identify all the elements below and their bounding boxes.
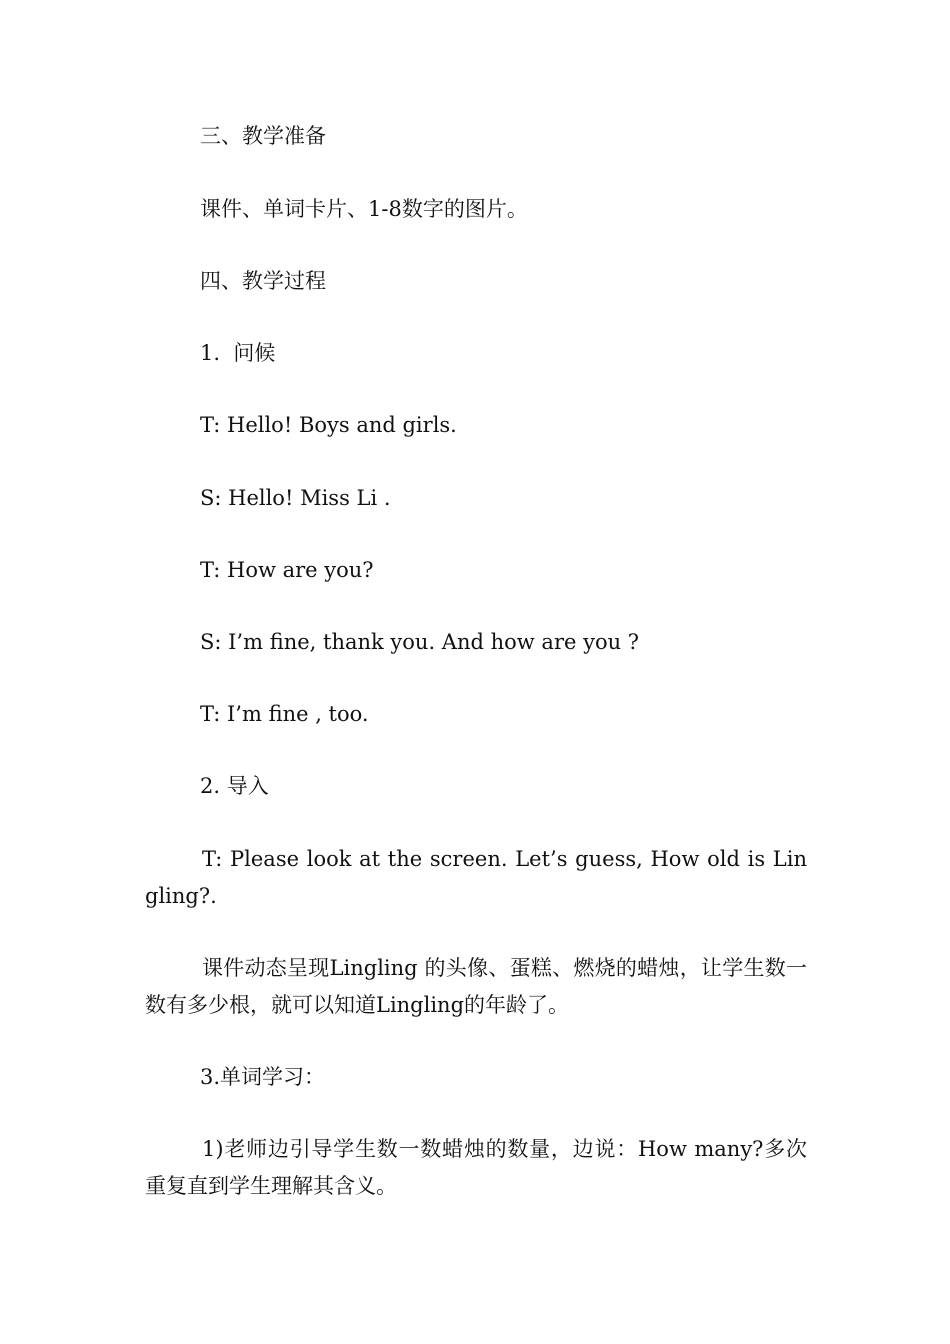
section-heading-process: 四、教学过程 bbox=[200, 269, 326, 293]
intro-dialogue-paragraph: T: Please look at the screen. Let’s guess, How old is Lingling?. bbox=[145, 847, 807, 908]
preparation-materials: 课件、单词卡片、1-8数字的图片。 bbox=[200, 197, 528, 221]
step-greeting-heading: 1. 问候 bbox=[200, 341, 276, 365]
dialogue-line: S: I’m fine, thank you. And how are you ? bbox=[200, 630, 640, 654]
dialogue-line: T: How are you? bbox=[200, 558, 374, 582]
section-heading-preparation: 三、教学准备 bbox=[200, 124, 326, 148]
step-intro-heading: 2. 导入 bbox=[200, 774, 269, 798]
courseware-description-paragraph: 课件动态呈现Lingling 的头像、蛋糕、燃烧的蜡烛，让学生数一数有多少根，就可以知道Lingling的年龄了。 bbox=[145, 956, 807, 1017]
dialogue-line: T: I’m fine , too. bbox=[200, 702, 369, 726]
dialogue-line: S: Hello! Miss Li . bbox=[200, 486, 391, 510]
dialogue-line: T: Hello! Boys and girls. bbox=[200, 413, 457, 437]
vocabulary-step-paragraph: 1)老师边引导学生数一数蜡烛的数量，边说：How many?多次重复直到学生理解其含义。 bbox=[145, 1137, 807, 1198]
step-vocabulary-heading: 3.单词学习： bbox=[200, 1065, 326, 1089]
